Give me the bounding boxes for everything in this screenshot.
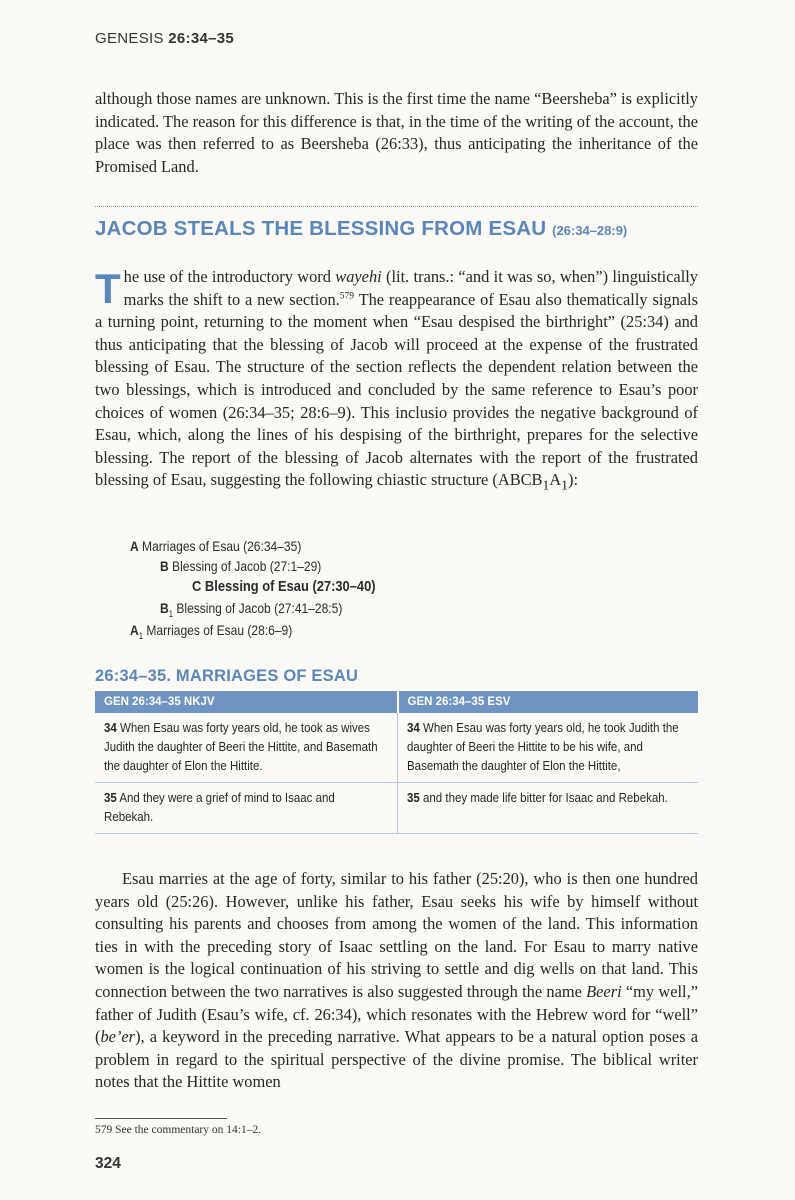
chiasm-sub: 1 xyxy=(138,630,144,641)
page-number: 324 xyxy=(95,1155,121,1172)
chiasm-line-b xyxy=(160,558,321,577)
running-head-ref: 26:34–35 xyxy=(168,30,235,47)
subscript: 1 xyxy=(561,477,568,493)
translation-comparison-table xyxy=(95,691,698,834)
table-cell xyxy=(397,783,699,833)
verse-number: 34 xyxy=(406,721,420,735)
text-span: (lit. trans.: “and it was so, when”) linguistically marks the shift to a new section. xyxy=(123,267,698,309)
verse-number: 35 xyxy=(104,791,117,805)
chiasm-text: Blessing of Jacob (27:1–29) xyxy=(172,558,322,574)
chiasm-label: A xyxy=(130,622,139,638)
verse-text: and they made life bitter for Isaac and Rebekah. xyxy=(422,791,668,805)
text-span: Esau marries at the age of forty, similar to his father (25:20), who is then one hundred years old (25:26). However, unlike his father, Esau seeks his wife by himself without consulting his parents and chooses from among the women of the land. This information ties in with the preceding story of Isaac settling on the land. For Esau to marry native women is the logical continuation of his striving to settle and dig wells on that land. This connection between the two narratives is also suggested through the name xyxy=(95,869,698,1001)
verse-text: When Esau was forty years old, he took Judith the daughter of Beeri the Hittite to be his wife, and Basemath the daughter of Elon the Hittite, xyxy=(406,721,679,773)
section-heading-ref: (26:34–28:9) xyxy=(552,223,628,238)
chiasm-sub: 1 xyxy=(168,608,174,619)
paragraph-2 xyxy=(95,266,698,497)
text-span: The reappearance of Esau also thematically signals a turning point, returning to the moment when “Esau despised the birthright” (25:34) and thus anticipating that the blessing of Jacob will proceed at the expense of the frustrated blessing of Esau. The structure of the section reflects the dependent relation between the two blessings, which is introduced and concluded by the same reference to Esau’s poor choices of women (26:34–35; 28:6–9). This inclusio provides the negative background of Esau, which, along the lines of his despising of the birthright, prepares for the selective blessing. The report of the blessing of Jacob alternates with the report of the frustrated blessing of Esau, suggesting the following chiastic structure (ABCB xyxy=(95,289,698,490)
chiasm-text: Marriages of Esau (26:34–35) xyxy=(142,538,302,554)
verse-number: 35 xyxy=(406,791,420,805)
verse-text: And they were a grief of mind to Isaac and Rebekah. xyxy=(104,791,335,824)
section-divider xyxy=(95,206,698,207)
table-cell xyxy=(397,713,699,782)
text-span: ), a keyword in the preceding narrative. What appears to be a natural option poses a problem in regard to the spiritual perspective of the divine promise. The biblical writer notes that the Hittite women xyxy=(95,1027,698,1092)
table-row xyxy=(95,713,698,783)
paragraph-1: although those names are unknown. This is the first time the name “Beersheba” is explicitly indicated. The reason for this difference is that, in the time of the writing of the account, the place was then referred to as Beersheba (26:33), thus anticipating the inheritance of the Promised Land. xyxy=(95,89,698,176)
section-heading-title: JACOB STEALS THE BLESSING FROM ESAU xyxy=(95,217,553,240)
text-span: ): xyxy=(568,470,579,490)
drop-cap: T xyxy=(95,265,121,312)
term-wayehi: wayehi xyxy=(335,267,382,286)
chiasm-line-a xyxy=(130,538,301,557)
term-beer: be’er xyxy=(100,1027,136,1047)
sub-heading: 26:34–35. MARRIAGES OF ESAU xyxy=(95,667,359,685)
chiasm-text: Marriages of Esau (28:6–9) xyxy=(146,622,293,638)
running-head xyxy=(95,30,234,47)
term-beeri: Beeri xyxy=(586,981,622,1001)
column-header-esv: GEN 26:34–35 ESV xyxy=(397,691,699,713)
text-span: A xyxy=(549,470,562,490)
chiasm-label: A xyxy=(130,538,139,554)
verse-text: When Esau was forty years old, he took as wives Judith the daughter of Beeri the Hittite, and Basemath the daughter of Elon the Hittite. xyxy=(104,721,378,773)
table-header xyxy=(95,691,698,713)
footnote-rule xyxy=(95,1118,227,1119)
table-cell xyxy=(95,713,397,782)
footnote-text: See the commentary on 14:1–2. xyxy=(112,1124,262,1136)
chiasm-label: B xyxy=(160,558,169,574)
running-head-book: GENESIS xyxy=(95,30,169,47)
column-header-nkjv: GEN 26:34–35 NKJV xyxy=(95,691,397,713)
chiasm-line-c xyxy=(192,578,376,597)
chiasm-text: Blessing of Jacob (27:41–28:5) xyxy=(176,600,343,616)
text-span: “my well,” father of Judith (Esau’s wife, cf. 26:34), which resonates with the Hebrew word for “well” ( xyxy=(95,981,698,1047)
table-row xyxy=(95,783,698,834)
footnote xyxy=(95,1124,261,1136)
footnote-number: 579 xyxy=(95,1124,113,1136)
paragraph-3 xyxy=(95,868,698,1094)
chiasm-line-b1 xyxy=(160,600,342,619)
text-span: he use of the introductory word xyxy=(123,267,336,286)
chiasm-line-a1 xyxy=(130,622,292,641)
chiasm-label: C xyxy=(192,578,202,595)
table-cell xyxy=(95,783,397,833)
verse-number: 34 xyxy=(104,721,117,735)
footnote-ref[interactable]: 579 xyxy=(339,291,355,302)
chiasm-label: B xyxy=(160,600,169,616)
section-heading xyxy=(95,217,627,241)
subscript: 1 xyxy=(542,477,550,493)
chiasm-text: Blessing of Esau (27:30–40) xyxy=(204,578,376,595)
